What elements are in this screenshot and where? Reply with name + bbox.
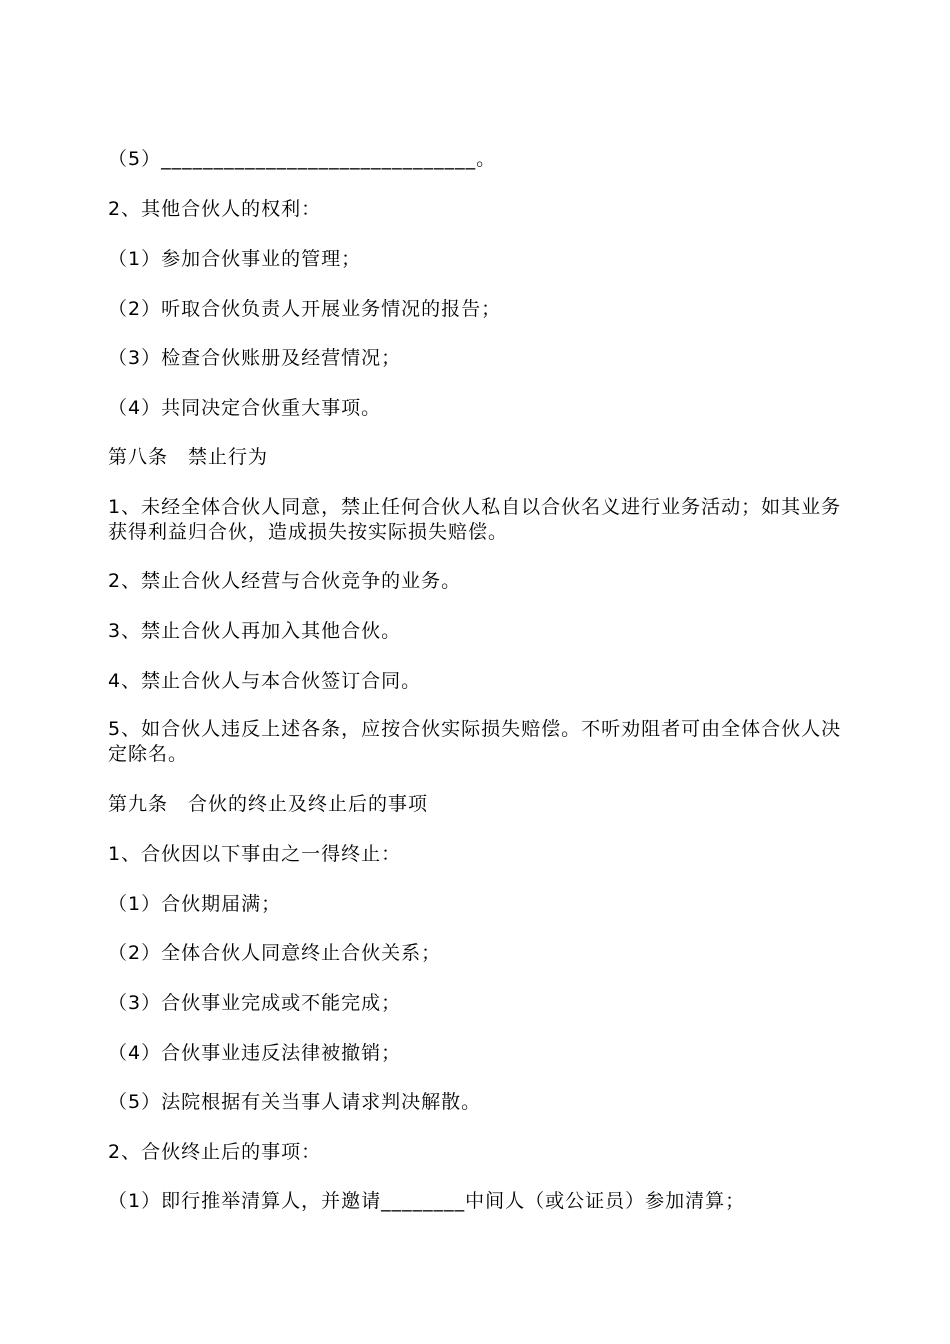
- paragraph-item-5-blank: （5）______________________________。: [108, 148, 497, 170]
- paragraph-prohibition-1: 1、未经全体合伙人同意，禁止任何合伙人私自以合伙名义进行业务活动；如其业务获得利益归合伙，造成损失按实际损失赔偿。: [108, 496, 842, 543]
- paragraph-prohibition-3: 3、禁止合伙人再加入其他合伙。: [108, 620, 402, 642]
- paragraph-other-partner-rights: 2、其他合伙人的权利：: [108, 198, 322, 220]
- paragraph-post-termination-1: （1）即行推举清算人，并邀请________中间人（或公证员）参加清算；: [108, 1190, 746, 1212]
- paragraph-post-termination: 2、合伙终止后的事项：: [108, 1141, 322, 1163]
- paragraph-prohibition-5: 5、如合伙人违反上述各条，应按合伙实际损失赔偿。不听劝阻者可由全体合伙人决定除名。: [108, 718, 842, 765]
- paragraph-right-2: （2）听取合伙负责人开展业务情况的报告；: [108, 298, 502, 320]
- paragraph-prohibition-4: 4、禁止合伙人与本合伙签订合同。: [108, 670, 422, 692]
- paragraph-right-3: （3）检查合伙账册及经营情况；: [108, 347, 402, 369]
- paragraph-cause-3: （3）合伙事业完成或不能完成；: [108, 992, 402, 1014]
- paragraph-prohibition-2: 2、禁止合伙人经营与合伙竞争的业务。: [108, 570, 462, 592]
- paragraph-cause-5: （5）法院根据有关当事人请求判决解散。: [108, 1091, 482, 1113]
- paragraph-right-1: （1）参加合伙事业的管理；: [108, 248, 362, 270]
- paragraph-right-4: （4）共同决定合伙重大事项。: [108, 397, 382, 419]
- article-9-heading: 第九条 合伙的终止及终止后的事项: [108, 793, 429, 815]
- article-8-heading: 第八条 禁止行为: [108, 446, 269, 468]
- paragraph-termination-causes: 1、合伙因以下事由之一得终止：: [108, 843, 402, 865]
- paragraph-cause-4: （4）合伙事业违反法律被撤销；: [108, 1042, 402, 1064]
- paragraph-cause-2: （2）全体合伙人同意终止合伙关系；: [108, 942, 442, 964]
- paragraph-cause-1: （1）合伙期届满；: [108, 893, 282, 915]
